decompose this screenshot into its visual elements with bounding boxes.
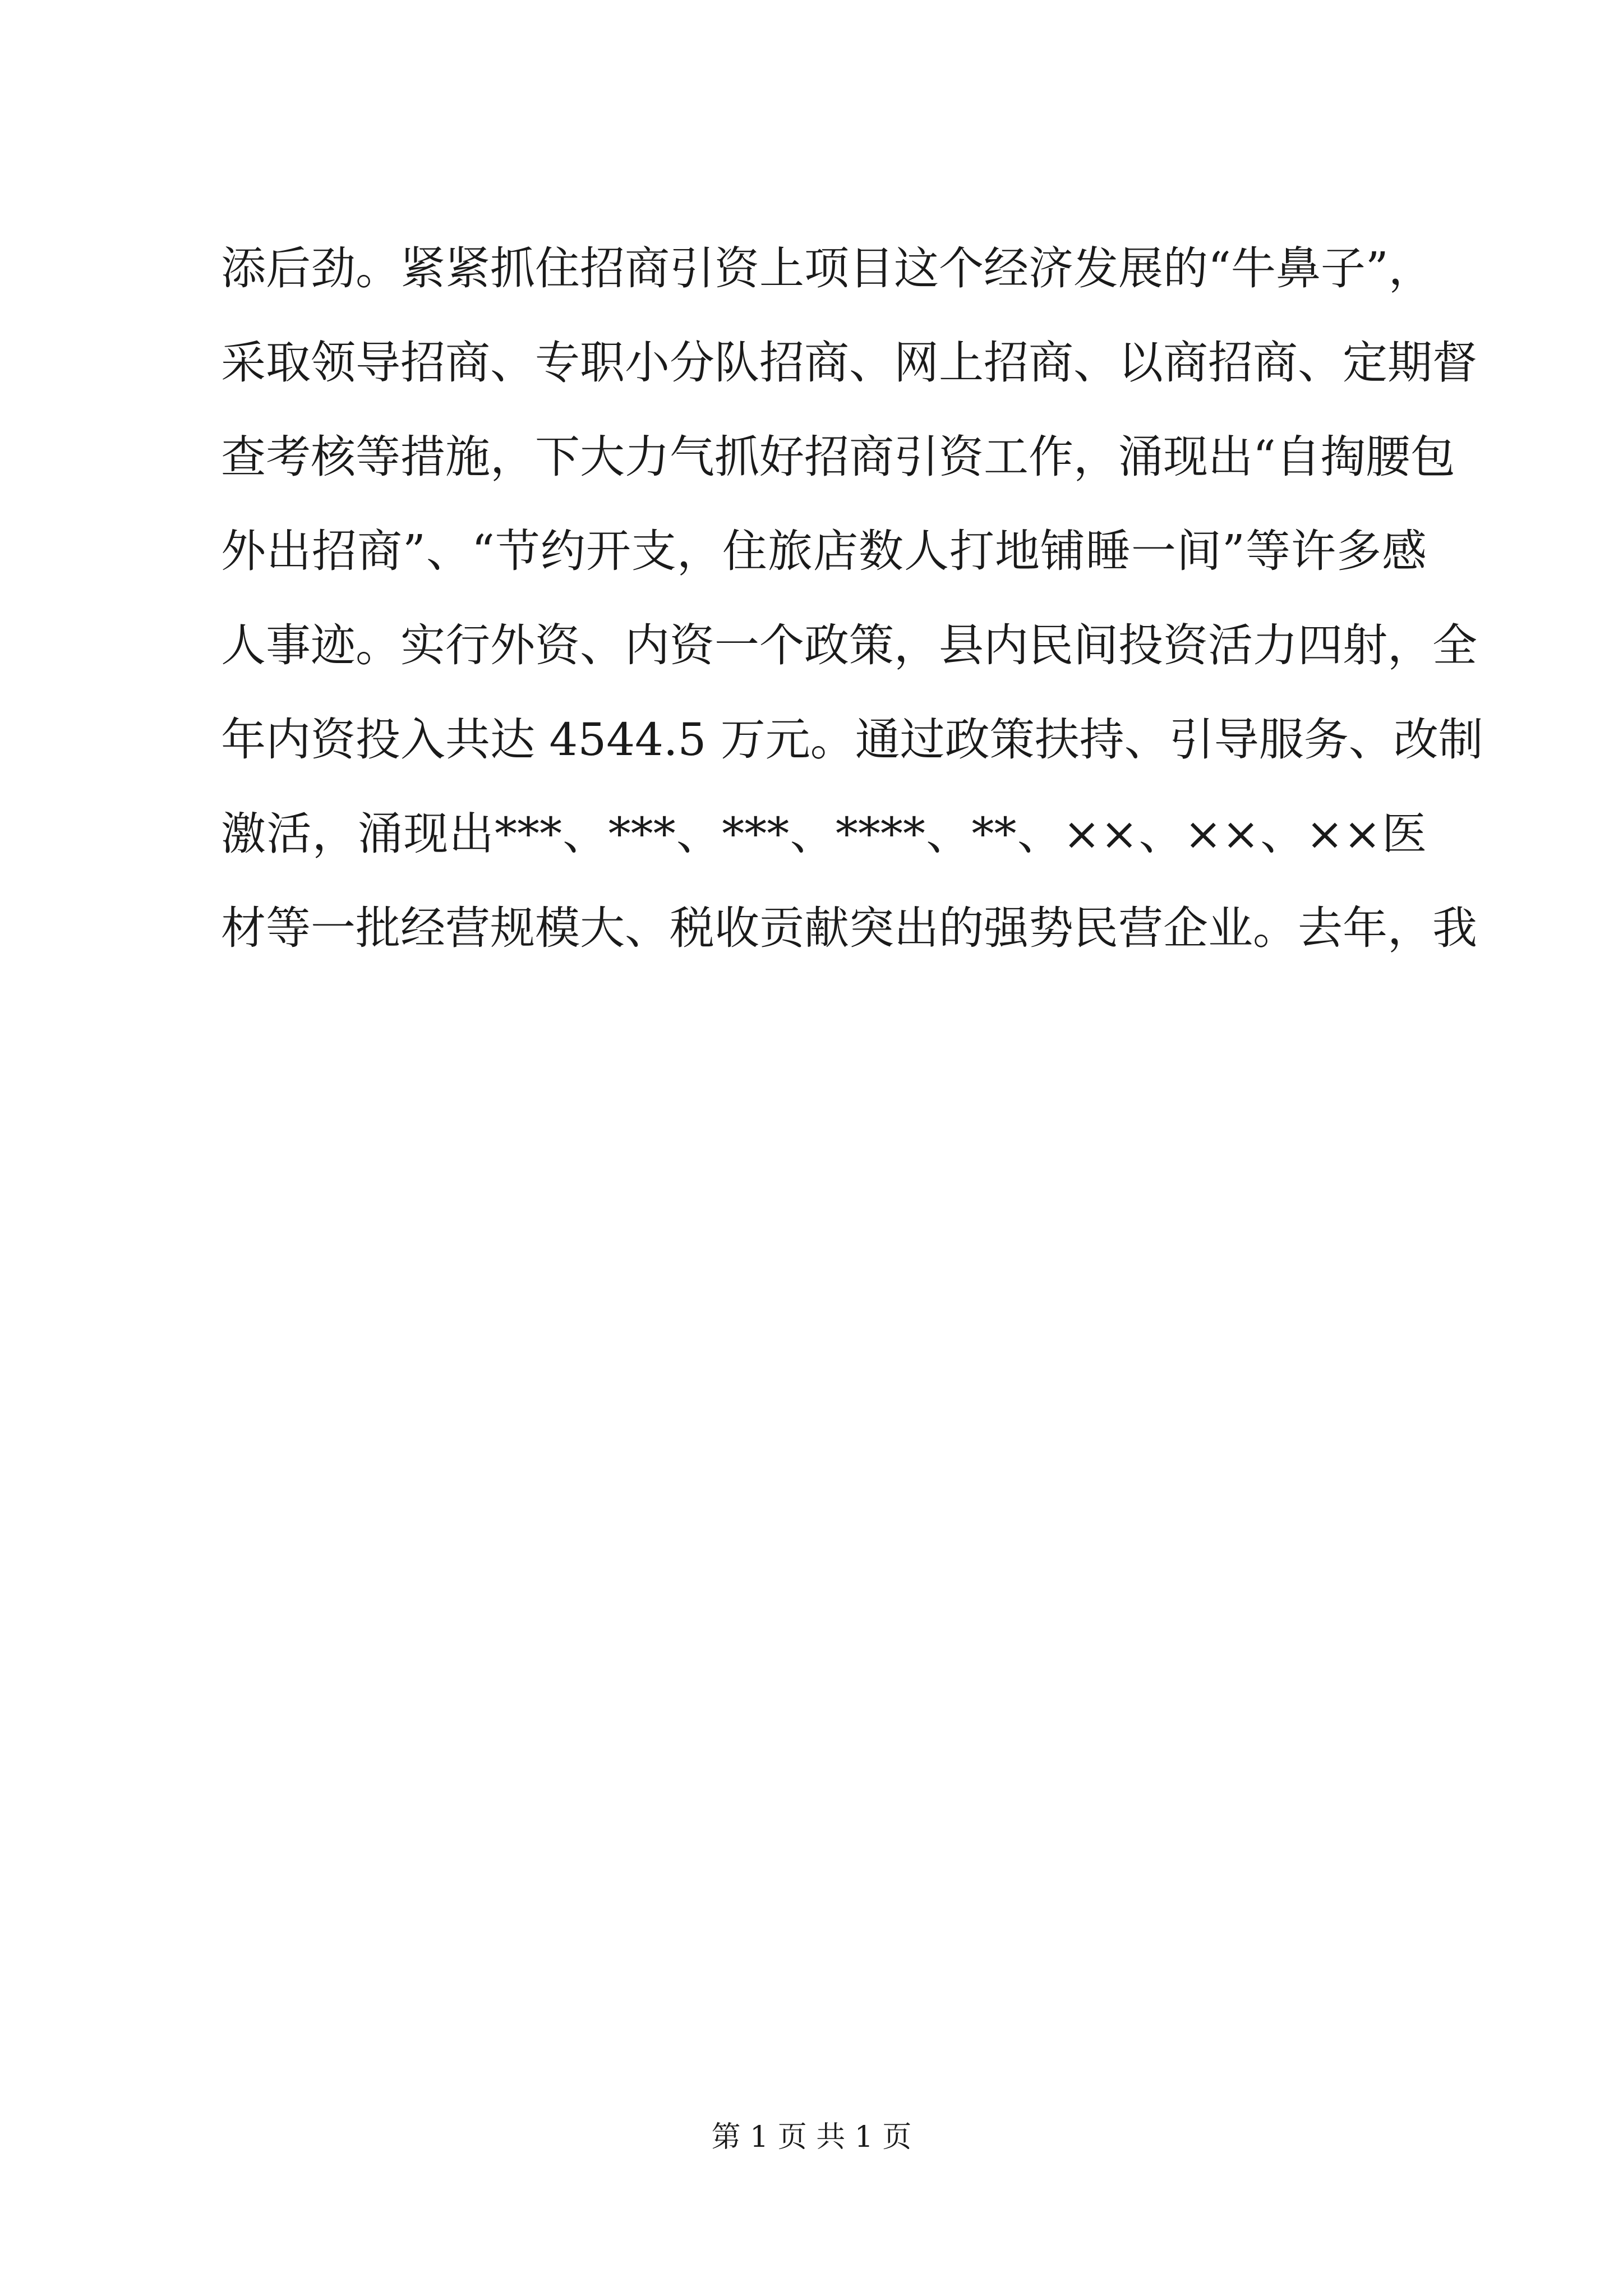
text-line-4: 外出招商”、“节约开支，住旅店数人打地铺睡一间”等许多感 bbox=[221, 525, 1427, 577]
text-line-6: 年内资投入共达 4544.5 万元。通过政策扶持、引导服务、改制 bbox=[221, 714, 1483, 766]
text-line-2: 采取领导招商、专职小分队招商、网上招商、以商招商、定期督 bbox=[221, 337, 1477, 389]
text-line-5: 人事迹。实行外资、内资一个政策，县内民间投资活力四射，全 bbox=[221, 619, 1477, 671]
text-line-7: 激活，涌现出***、***、***、****、**、××、××、××医 bbox=[221, 808, 1427, 860]
page-number-label: 第 1 页 共 1 页 bbox=[711, 2120, 912, 2154]
page-footer bbox=[0, 2115, 1623, 2160]
body-paragraph bbox=[221, 222, 1483, 976]
text-line-8: 材等一批经营规模大、税收贡献突出的强势民营企业。去年，我 bbox=[221, 902, 1477, 954]
text-line-3: 查考核等措施，下大力气抓好招商引资工作，涌现出“自掏腰包 bbox=[221, 431, 1455, 483]
text-line-1: 添后劲。紧紧抓住招商引资上项目这个经济发展的“牛鼻子”， bbox=[221, 242, 1433, 295]
